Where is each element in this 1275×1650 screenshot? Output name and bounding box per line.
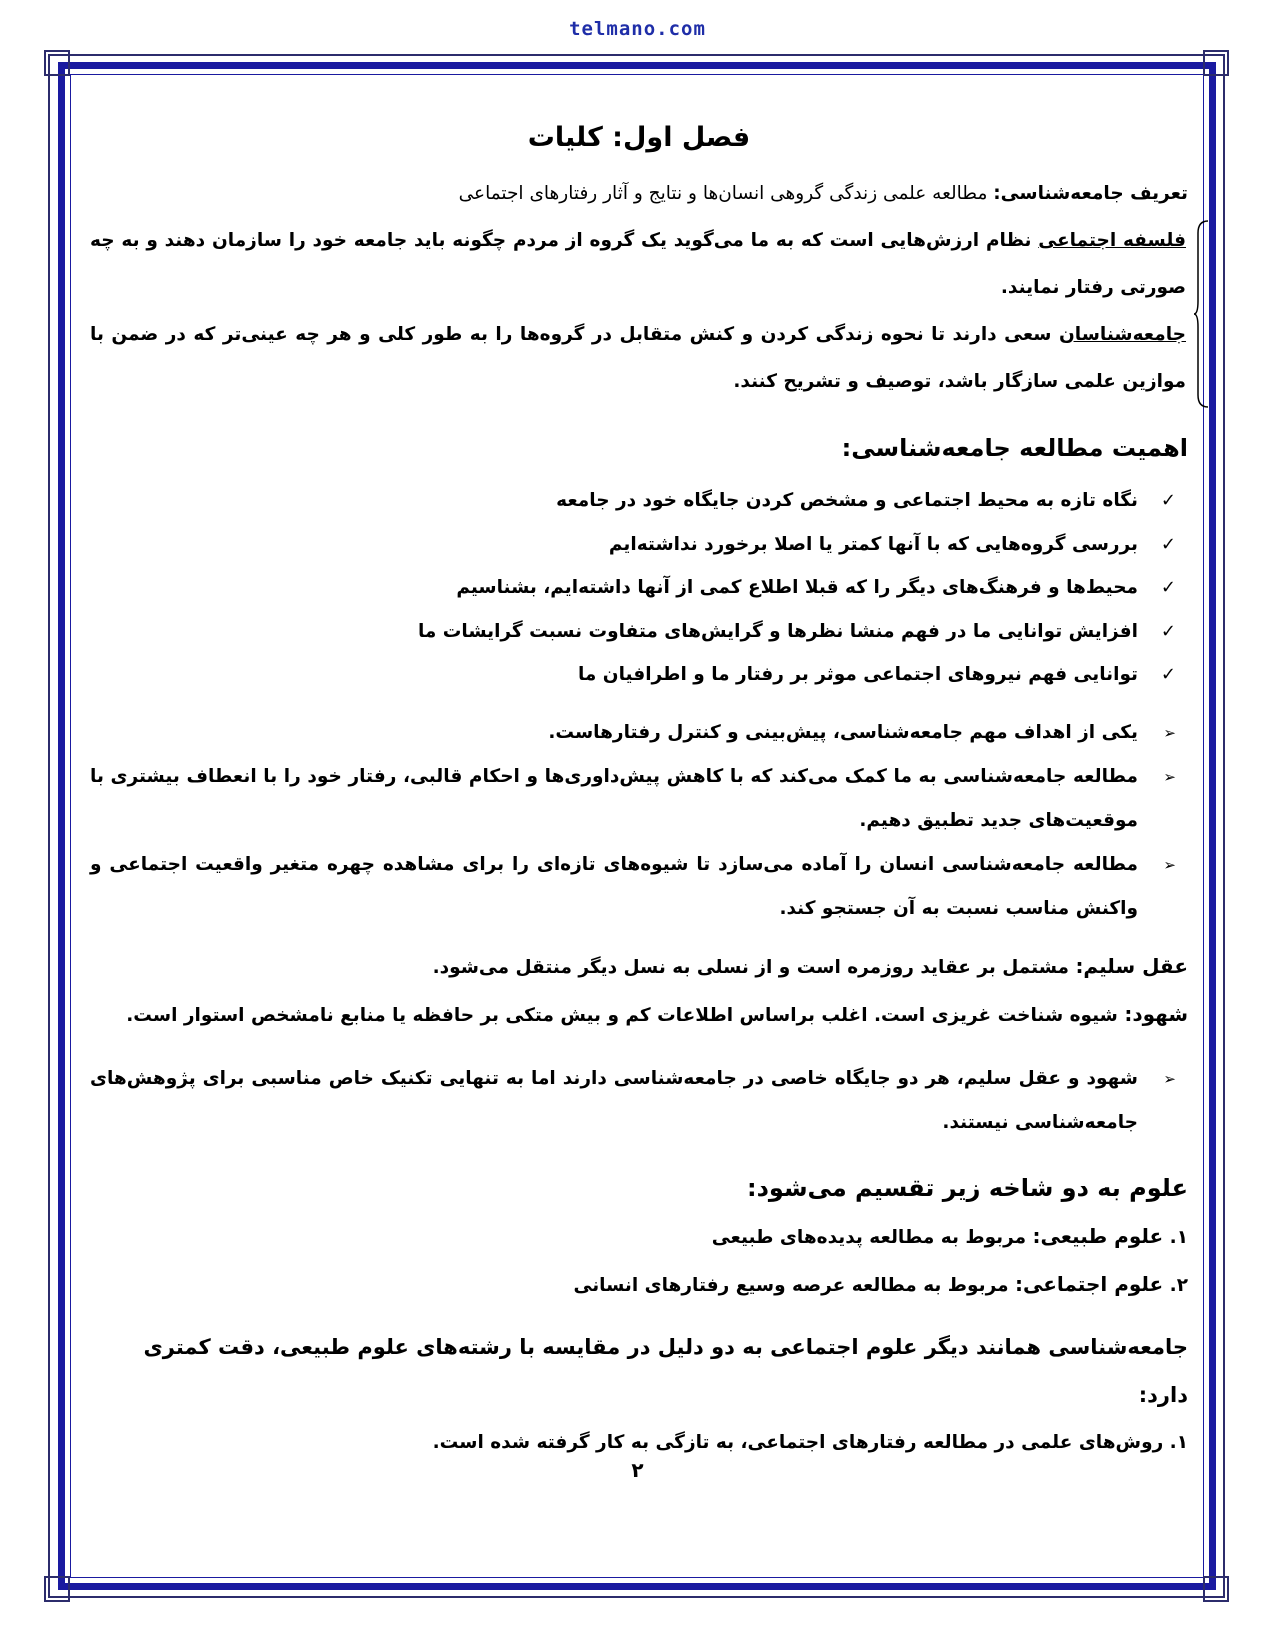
intuition-paragraph bbox=[90, 991, 1188, 1039]
list-item bbox=[90, 479, 1188, 523]
list-item-text: افزایش توانایی ما در فهم منشا نظرها و گرایش‌های متفاوت نسبت گرایشات ما bbox=[417, 620, 1138, 642]
arrow-bullet-icon: ➢ bbox=[1163, 855, 1176, 874]
sociologists-term: جامعه‌شناسان bbox=[1058, 324, 1186, 345]
check-icon: ✓ bbox=[1160, 664, 1176, 685]
check-icon: ✓ bbox=[1160, 620, 1176, 642]
list-item-text: نگاه تازه به محیط اجتماعی و مشخص کردن جایگاه خود در جامعه bbox=[556, 490, 1138, 511]
frame-corner-ornament bbox=[44, 1576, 70, 1602]
list-item bbox=[90, 843, 1188, 931]
list-item-text: شهود و عقل سلیم، هر دو جایگاه خاصی در جامعه‌شناسی دارند اما به تنهایی تکنیک خاص مناسبی برای پژوهش‌های جامعه‌شناسی نیستند. bbox=[90, 1067, 1138, 1133]
accuracy-text: روش‌های علمی در مطالعه رفتارهای اجتماعی، به تازگی به کار گرفته شده است. bbox=[432, 1431, 1170, 1453]
sciences-heading: علوم به دو شاخه زیر تقسیم می‌شود: bbox=[746, 1173, 1188, 1202]
common-sense-term: عقل سلیم: bbox=[1075, 953, 1188, 978]
check-icon: ✓ bbox=[1160, 490, 1176, 511]
list-item bbox=[90, 523, 1188, 567]
importance-list bbox=[90, 479, 1188, 697]
definition-term: تعریف جامعه‌شناسی: bbox=[993, 183, 1188, 204]
common-sense-paragraph bbox=[90, 943, 1188, 991]
list-item bbox=[90, 653, 1188, 697]
definition-text: مطالعه علمی زندگی گروهی انسان‌ها و نتایج و آثار رفتارهای اجتماعی bbox=[458, 183, 994, 204]
brace-block bbox=[90, 217, 1188, 405]
list-item-text: مطالعه جامعه‌شناسی به ما کمک می‌کند که با کاهش پیش‌داوری‌ها و احکام قالبی، رفتار خود را با انعطاف بیشتری با موقعیت‌های جدید تطبیق دهیم. bbox=[90, 765, 1138, 831]
arrow-bullet-icon: ➢ bbox=[1163, 1069, 1176, 1088]
list-item bbox=[90, 755, 1188, 843]
item-number: ۱. bbox=[1169, 1226, 1188, 1248]
frame-corner-ornament bbox=[1203, 50, 1229, 76]
social-philosophy-text: نظام ارزش‌هایی است که به ما می‌گوید یک گروه از مردم چگونه باید جامعه خود را سازمان دهند و به چه صورتی رفتار نمایند. bbox=[90, 230, 1186, 298]
document-body bbox=[90, 110, 1188, 1560]
item-number: ۲. bbox=[1169, 1274, 1188, 1296]
site-watermark: telmano.com bbox=[569, 18, 706, 40]
accuracy-heading: جامعه‌شناسی همانند دیگر علوم اجتماعی به دو دلیل در مقایسه با رشته‌های علوم طبیعی، دقت کمتری دارد: bbox=[143, 1334, 1188, 1407]
list-item-text: یکی از اهداف مهم جامعه‌شناسی، پیش‌بینی و کنترل رفتارهاست. bbox=[548, 721, 1138, 743]
list-item bbox=[90, 610, 1188, 654]
list-item-text: بررسی گروه‌هایی که با آنها کمتر یا اصلا برخورد نداشته‌ایم bbox=[608, 533, 1138, 555]
list-item bbox=[90, 566, 1188, 610]
chapter-title: فصل اول: کلیات bbox=[527, 122, 751, 153]
item-number: ۱. bbox=[1169, 1431, 1188, 1453]
science-text: مربوط به مطالعه عرصه وسیع رفتارهای انسانی bbox=[573, 1274, 1015, 1296]
importance-heading: اهمیت مطالعه جامعه‌شناسی: bbox=[841, 434, 1188, 462]
social-philosophy-term: فلسفه اجتماعی bbox=[1038, 230, 1186, 251]
frame-corner-ornament bbox=[1203, 1576, 1229, 1602]
list-item bbox=[90, 1057, 1188, 1145]
science-text: مربوط به مطالعه پدیده‌های طبیعی bbox=[711, 1226, 1033, 1248]
check-icon: ✓ bbox=[1160, 577, 1176, 598]
note2-list bbox=[90, 1057, 1188, 1145]
definition-paragraph bbox=[90, 170, 1188, 217]
science-term: علوم اجتماعی: bbox=[1014, 1271, 1164, 1296]
list-item-text: محیط‌ها و فرهنگ‌های دیگر را که قبلا اطلاع کمی از آنها داشته‌ایم، بشناسیم bbox=[456, 577, 1138, 598]
list-item-text: مطالعه جامعه‌شناسی انسان را آماده می‌سازد تا شیوه‌های تازه‌ای را برای مشاهده چهره متغیر واقعیت اجتماعی و واکنش مناسب نسبت به آن جستجو کند. bbox=[90, 853, 1138, 919]
sociologists-text: سعی دارند تا نحوه زندگی کردن و کنش متقابل در گروه‌ها را به طور کلی و هر چه عینی‌تر که در ضمن با موازین علمی سازگار باشد، توصیف و تشریح کنند. bbox=[90, 324, 1186, 392]
list-item bbox=[90, 711, 1188, 755]
notes-list bbox=[90, 711, 1188, 931]
intuition-text: شیوه شناخت غریزی است. اغلب براساس اطلاعات کم و بیش متکی بر حافظه یا منابع نامشخص استوار است. bbox=[126, 1004, 1125, 1026]
social-philosophy-paragraph bbox=[90, 217, 1186, 311]
sociologists-paragraph bbox=[90, 311, 1186, 405]
list-item-text: توانایی فهم نیروهای اجتماعی موثر بر رفتار ما و اطرافیان ما bbox=[577, 664, 1138, 685]
curly-brace-icon bbox=[1194, 219, 1210, 409]
check-icon: ✓ bbox=[1160, 533, 1176, 555]
science-item bbox=[90, 1213, 1188, 1261]
science-item bbox=[90, 1261, 1188, 1309]
page-number: ۲ bbox=[631, 1458, 644, 1482]
frame-corner-ornament bbox=[44, 50, 70, 76]
intuition-term: شهود: bbox=[1124, 1001, 1188, 1026]
arrow-bullet-icon: ➢ bbox=[1163, 723, 1176, 742]
arrow-bullet-icon: ➢ bbox=[1163, 767, 1176, 786]
science-term: علوم طبیعی: bbox=[1032, 1223, 1164, 1248]
common-sense-text: مشتمل بر عقاید روزمره است و از نسلی به نسل دیگر منتقل می‌شود. bbox=[432, 956, 1076, 978]
